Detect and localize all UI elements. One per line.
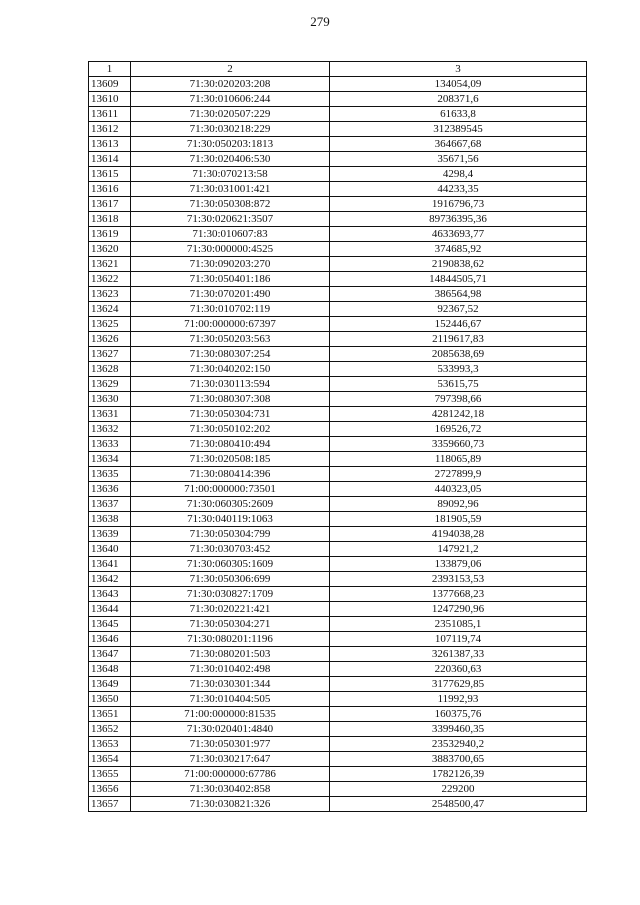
cadastral-value-cell: 4298,4 bbox=[330, 167, 587, 182]
cadastral-number-cell: 71:30:030402:858 bbox=[131, 782, 330, 797]
cadastral-number-cell: 71:30:050306:699 bbox=[131, 572, 330, 587]
cadastral-value-cell: 152446,67 bbox=[330, 317, 587, 332]
cadastral-number-cell: 71:30:010606:244 bbox=[131, 92, 330, 107]
table-row bbox=[89, 152, 587, 167]
cadastral-value-cell: 2393153,53 bbox=[330, 572, 587, 587]
cadastral-value-cell: 160375,76 bbox=[330, 707, 587, 722]
cadastral-number-cell: 71:30:030301:344 bbox=[131, 677, 330, 692]
cadastral-value-cell: 1782126,39 bbox=[330, 767, 587, 782]
table-row bbox=[89, 497, 587, 512]
cadastral-value-cell: 61633,8 bbox=[330, 107, 587, 122]
cadastral-number-cell: 71:30:050308:872 bbox=[131, 197, 330, 212]
cadastral-value-cell: 107119,74 bbox=[330, 632, 587, 647]
row-number-cell: 13622 bbox=[89, 272, 131, 287]
cadastral-value-cell: 147921,2 bbox=[330, 542, 587, 557]
cadastral-number-cell: 71:30:080201:503 bbox=[131, 647, 330, 662]
table-row bbox=[89, 752, 587, 767]
table-row bbox=[89, 782, 587, 797]
table-row bbox=[89, 362, 587, 377]
row-number-cell: 13633 bbox=[89, 437, 131, 452]
cadastral-number-cell: 71:30:030113:594 bbox=[131, 377, 330, 392]
cadastral-number-cell: 71:30:050301:977 bbox=[131, 737, 330, 752]
table-body bbox=[89, 77, 587, 812]
cadastral-value-cell: 181905,59 bbox=[330, 512, 587, 527]
cadastral-value-cell: 312389545 bbox=[330, 122, 587, 137]
cadastral-number-cell: 71:30:010702:119 bbox=[131, 302, 330, 317]
row-number-cell: 13611 bbox=[89, 107, 131, 122]
cadastral-number-cell: 71:30:030821:326 bbox=[131, 797, 330, 812]
row-number-cell: 13620 bbox=[89, 242, 131, 257]
cadastral-number-cell: 71:30:070213:58 bbox=[131, 167, 330, 182]
cadastral-value-cell: 53615,75 bbox=[330, 377, 587, 392]
table-row bbox=[89, 692, 587, 707]
cadastral-value-cell: 23532940,2 bbox=[330, 737, 587, 752]
cadastral-number-cell: 71:30:050304:731 bbox=[131, 407, 330, 422]
row-number-cell: 13612 bbox=[89, 122, 131, 137]
table-row bbox=[89, 797, 587, 812]
cadastral-number-cell: 71:30:040202:150 bbox=[131, 362, 330, 377]
cadastral-value-cell: 440323,05 bbox=[330, 482, 587, 497]
table-row bbox=[89, 737, 587, 752]
cadastral-value-cell: 2085638,69 bbox=[330, 347, 587, 362]
row-number-cell: 13651 bbox=[89, 707, 131, 722]
cadastral-value-table bbox=[88, 61, 587, 812]
table-row bbox=[89, 662, 587, 677]
table-row bbox=[89, 632, 587, 647]
cadastral-value-cell: 364667,68 bbox=[330, 137, 587, 152]
row-number-cell: 13614 bbox=[89, 152, 131, 167]
row-number-cell: 13638 bbox=[89, 512, 131, 527]
cadastral-value-cell: 35671,56 bbox=[330, 152, 587, 167]
row-number-cell: 13635 bbox=[89, 467, 131, 482]
cadastral-number-cell: 71:30:060305:1609 bbox=[131, 557, 330, 572]
row-number-cell: 13655 bbox=[89, 767, 131, 782]
row-number-cell: 13653 bbox=[89, 737, 131, 752]
cadastral-value-cell: 208371,6 bbox=[330, 92, 587, 107]
table-row bbox=[89, 422, 587, 437]
cadastral-number-cell: 71:30:070201:490 bbox=[131, 287, 330, 302]
cadastral-number-cell: 71:30:020401:4840 bbox=[131, 722, 330, 737]
cadastral-number-cell: 71:00:000000:67397 bbox=[131, 317, 330, 332]
row-number-cell: 13631 bbox=[89, 407, 131, 422]
table-row bbox=[89, 272, 587, 287]
row-number-cell: 13621 bbox=[89, 257, 131, 272]
row-number-cell: 13619 bbox=[89, 227, 131, 242]
row-number-cell: 13625 bbox=[89, 317, 131, 332]
cadastral-number-cell: 71:30:030703:452 bbox=[131, 542, 330, 557]
cadastral-number-cell: 71:00:000000:81535 bbox=[131, 707, 330, 722]
cadastral-value-cell: 3883700,65 bbox=[330, 752, 587, 767]
table-row bbox=[89, 287, 587, 302]
table-row bbox=[89, 482, 587, 497]
row-number-cell: 13616 bbox=[89, 182, 131, 197]
row-number-cell: 13656 bbox=[89, 782, 131, 797]
cadastral-number-cell: 71:30:050304:799 bbox=[131, 527, 330, 542]
table-row bbox=[89, 437, 587, 452]
cadastral-number-cell: 71:30:020406:530 bbox=[131, 152, 330, 167]
cadastral-number-cell: 71:30:000000:4525 bbox=[131, 242, 330, 257]
table-row bbox=[89, 92, 587, 107]
cadastral-value-cell: 14844505,71 bbox=[330, 272, 587, 287]
cadastral-number-cell: 71:30:010404:505 bbox=[131, 692, 330, 707]
row-number-cell: 13652 bbox=[89, 722, 131, 737]
table-row bbox=[89, 767, 587, 782]
column-header-number: 1 bbox=[89, 62, 131, 77]
cadastral-number-cell: 71:30:020203:208 bbox=[131, 77, 330, 92]
table-row bbox=[89, 107, 587, 122]
cadastral-value-cell: 229200 bbox=[330, 782, 587, 797]
row-number-cell: 13624 bbox=[89, 302, 131, 317]
table-row bbox=[89, 197, 587, 212]
table-row bbox=[89, 587, 587, 602]
table-row bbox=[89, 347, 587, 362]
cadastral-value-cell: 169526,72 bbox=[330, 422, 587, 437]
cadastral-number-cell: 71:30:050304:271 bbox=[131, 617, 330, 632]
cadastral-value-cell: 3177629,85 bbox=[330, 677, 587, 692]
cadastral-number-cell: 71:30:050203:1813 bbox=[131, 137, 330, 152]
table-row bbox=[89, 122, 587, 137]
row-number-cell: 13649 bbox=[89, 677, 131, 692]
cadastral-value-cell: 2727899,9 bbox=[330, 467, 587, 482]
cadastral-number-cell: 71:00:000000:67786 bbox=[131, 767, 330, 782]
cadastral-value-cell: 4281242,18 bbox=[330, 407, 587, 422]
row-number-cell: 13630 bbox=[89, 392, 131, 407]
row-number-cell: 13629 bbox=[89, 377, 131, 392]
table-header-row bbox=[89, 62, 587, 77]
page-number: 279 bbox=[310, 14, 330, 29]
table-row bbox=[89, 242, 587, 257]
table-row bbox=[89, 677, 587, 692]
table-row bbox=[89, 137, 587, 152]
column-header-cadastral-number: 2 bbox=[131, 62, 330, 77]
cadastral-value-cell: 2190838,62 bbox=[330, 257, 587, 272]
row-number-cell: 13643 bbox=[89, 587, 131, 602]
cadastral-value-cell: 89092,96 bbox=[330, 497, 587, 512]
cadastral-value-cell: 2548500,47 bbox=[330, 797, 587, 812]
table-row bbox=[89, 542, 587, 557]
row-number-cell: 13657 bbox=[89, 797, 131, 812]
table-row bbox=[89, 527, 587, 542]
table-row bbox=[89, 257, 587, 272]
cadastral-value-cell: 220360,63 bbox=[330, 662, 587, 677]
cadastral-value-cell: 3261387,33 bbox=[330, 647, 587, 662]
cadastral-number-cell: 71:30:080201:1196 bbox=[131, 632, 330, 647]
cadastral-number-cell: 71:30:020221:421 bbox=[131, 602, 330, 617]
table-row bbox=[89, 647, 587, 662]
cadastral-value-cell: 2119617,83 bbox=[330, 332, 587, 347]
row-number-cell: 13632 bbox=[89, 422, 131, 437]
row-number-cell: 13644 bbox=[89, 602, 131, 617]
cadastral-number-cell: 71:30:080410:494 bbox=[131, 437, 330, 452]
row-number-cell: 13650 bbox=[89, 692, 131, 707]
table-row bbox=[89, 512, 587, 527]
cadastral-value-cell: 797398,66 bbox=[330, 392, 587, 407]
cadastral-number-cell: 71:30:050102:202 bbox=[131, 422, 330, 437]
cadastral-number-cell: 71:30:080414:396 bbox=[131, 467, 330, 482]
row-number-cell: 13641 bbox=[89, 557, 131, 572]
row-number-cell: 13627 bbox=[89, 347, 131, 362]
cadastral-number-cell: 71:30:080307:254 bbox=[131, 347, 330, 362]
row-number-cell: 13645 bbox=[89, 617, 131, 632]
cadastral-value-cell: 386564,98 bbox=[330, 287, 587, 302]
table-row bbox=[89, 557, 587, 572]
cadastral-value-cell: 4194038,28 bbox=[330, 527, 587, 542]
cadastral-value-cell: 89736395,36 bbox=[330, 212, 587, 227]
row-number-cell: 13617 bbox=[89, 197, 131, 212]
row-number-cell: 13610 bbox=[89, 92, 131, 107]
table-row bbox=[89, 167, 587, 182]
row-number-cell: 13637 bbox=[89, 497, 131, 512]
cadastral-number-cell: 71:30:030827:1709 bbox=[131, 587, 330, 602]
table-row bbox=[89, 77, 587, 92]
row-number-cell: 13615 bbox=[89, 167, 131, 182]
row-number-cell: 13639 bbox=[89, 527, 131, 542]
cadastral-value-cell: 1247290,96 bbox=[330, 602, 587, 617]
column-header-cadastral-value: 3 bbox=[330, 62, 587, 77]
row-number-cell: 13646 bbox=[89, 632, 131, 647]
cadastral-value-cell: 1377668,23 bbox=[330, 587, 587, 602]
row-number-cell: 13618 bbox=[89, 212, 131, 227]
row-number-cell: 13647 bbox=[89, 647, 131, 662]
table-row bbox=[89, 392, 587, 407]
cadastral-value-cell: 44233,35 bbox=[330, 182, 587, 197]
cadastral-number-cell: 71:30:031001:421 bbox=[131, 182, 330, 197]
row-number-cell: 13609 bbox=[89, 77, 131, 92]
cadastral-number-cell: 71:30:050401:186 bbox=[131, 272, 330, 287]
cadastral-number-cell: 71:30:010402:498 bbox=[131, 662, 330, 677]
cadastral-value-cell: 92367,52 bbox=[330, 302, 587, 317]
row-number-cell: 13628 bbox=[89, 362, 131, 377]
row-number-cell: 13634 bbox=[89, 452, 131, 467]
cadastral-number-cell: 71:30:010607:83 bbox=[131, 227, 330, 242]
cadastral-number-cell: 71:30:020507:229 bbox=[131, 107, 330, 122]
table-row bbox=[89, 212, 587, 227]
cadastral-number-cell: 71:30:030217:647 bbox=[131, 752, 330, 767]
cadastral-value-cell: 3359660,73 bbox=[330, 437, 587, 452]
row-number-cell: 13636 bbox=[89, 482, 131, 497]
cadastral-value-cell: 133879,06 bbox=[330, 557, 587, 572]
table-row bbox=[89, 407, 587, 422]
row-number-cell: 13626 bbox=[89, 332, 131, 347]
cadastral-value-cell: 2351085,1 bbox=[330, 617, 587, 632]
table-row bbox=[89, 572, 587, 587]
cadastral-value-cell: 1916796,73 bbox=[330, 197, 587, 212]
cadastral-value-cell: 134054,09 bbox=[330, 77, 587, 92]
cadastral-value-cell: 11992,93 bbox=[330, 692, 587, 707]
row-number-cell: 13613 bbox=[89, 137, 131, 152]
row-number-cell: 13654 bbox=[89, 752, 131, 767]
cadastral-number-cell: 71:30:060305:2609 bbox=[131, 497, 330, 512]
table-row bbox=[89, 332, 587, 347]
row-number-cell: 13623 bbox=[89, 287, 131, 302]
table-row bbox=[89, 227, 587, 242]
table-row bbox=[89, 452, 587, 467]
cadastral-value-cell: 533993,3 bbox=[330, 362, 587, 377]
row-number-cell: 13642 bbox=[89, 572, 131, 587]
table-row bbox=[89, 617, 587, 632]
cadastral-number-cell: 71:30:050203:563 bbox=[131, 332, 330, 347]
cadastral-value-cell: 3399460,35 bbox=[330, 722, 587, 737]
cadastral-number-cell: 71:30:080307:308 bbox=[131, 392, 330, 407]
table-row bbox=[89, 467, 587, 482]
table-row bbox=[89, 377, 587, 392]
table-row bbox=[89, 722, 587, 737]
table-row bbox=[89, 707, 587, 722]
cadastral-value-cell: 4633693,77 bbox=[330, 227, 587, 242]
cadastral-number-cell: 71:00:000000:73501 bbox=[131, 482, 330, 497]
cadastral-number-cell: 71:30:040119:1063 bbox=[131, 512, 330, 527]
cadastral-number-cell: 71:30:090203:270 bbox=[131, 257, 330, 272]
table-row bbox=[89, 302, 587, 317]
cadastral-value-cell: 374685,92 bbox=[330, 242, 587, 257]
table-row bbox=[89, 182, 587, 197]
cadastral-number-cell: 71:30:030218:229 bbox=[131, 122, 330, 137]
row-number-cell: 13648 bbox=[89, 662, 131, 677]
table-row bbox=[89, 317, 587, 332]
cadastral-number-cell: 71:30:020621:3507 bbox=[131, 212, 330, 227]
cadastral-value-cell: 118065,89 bbox=[330, 452, 587, 467]
row-number-cell: 13640 bbox=[89, 542, 131, 557]
cadastral-number-cell: 71:30:020508:185 bbox=[131, 452, 330, 467]
table-row bbox=[89, 602, 587, 617]
